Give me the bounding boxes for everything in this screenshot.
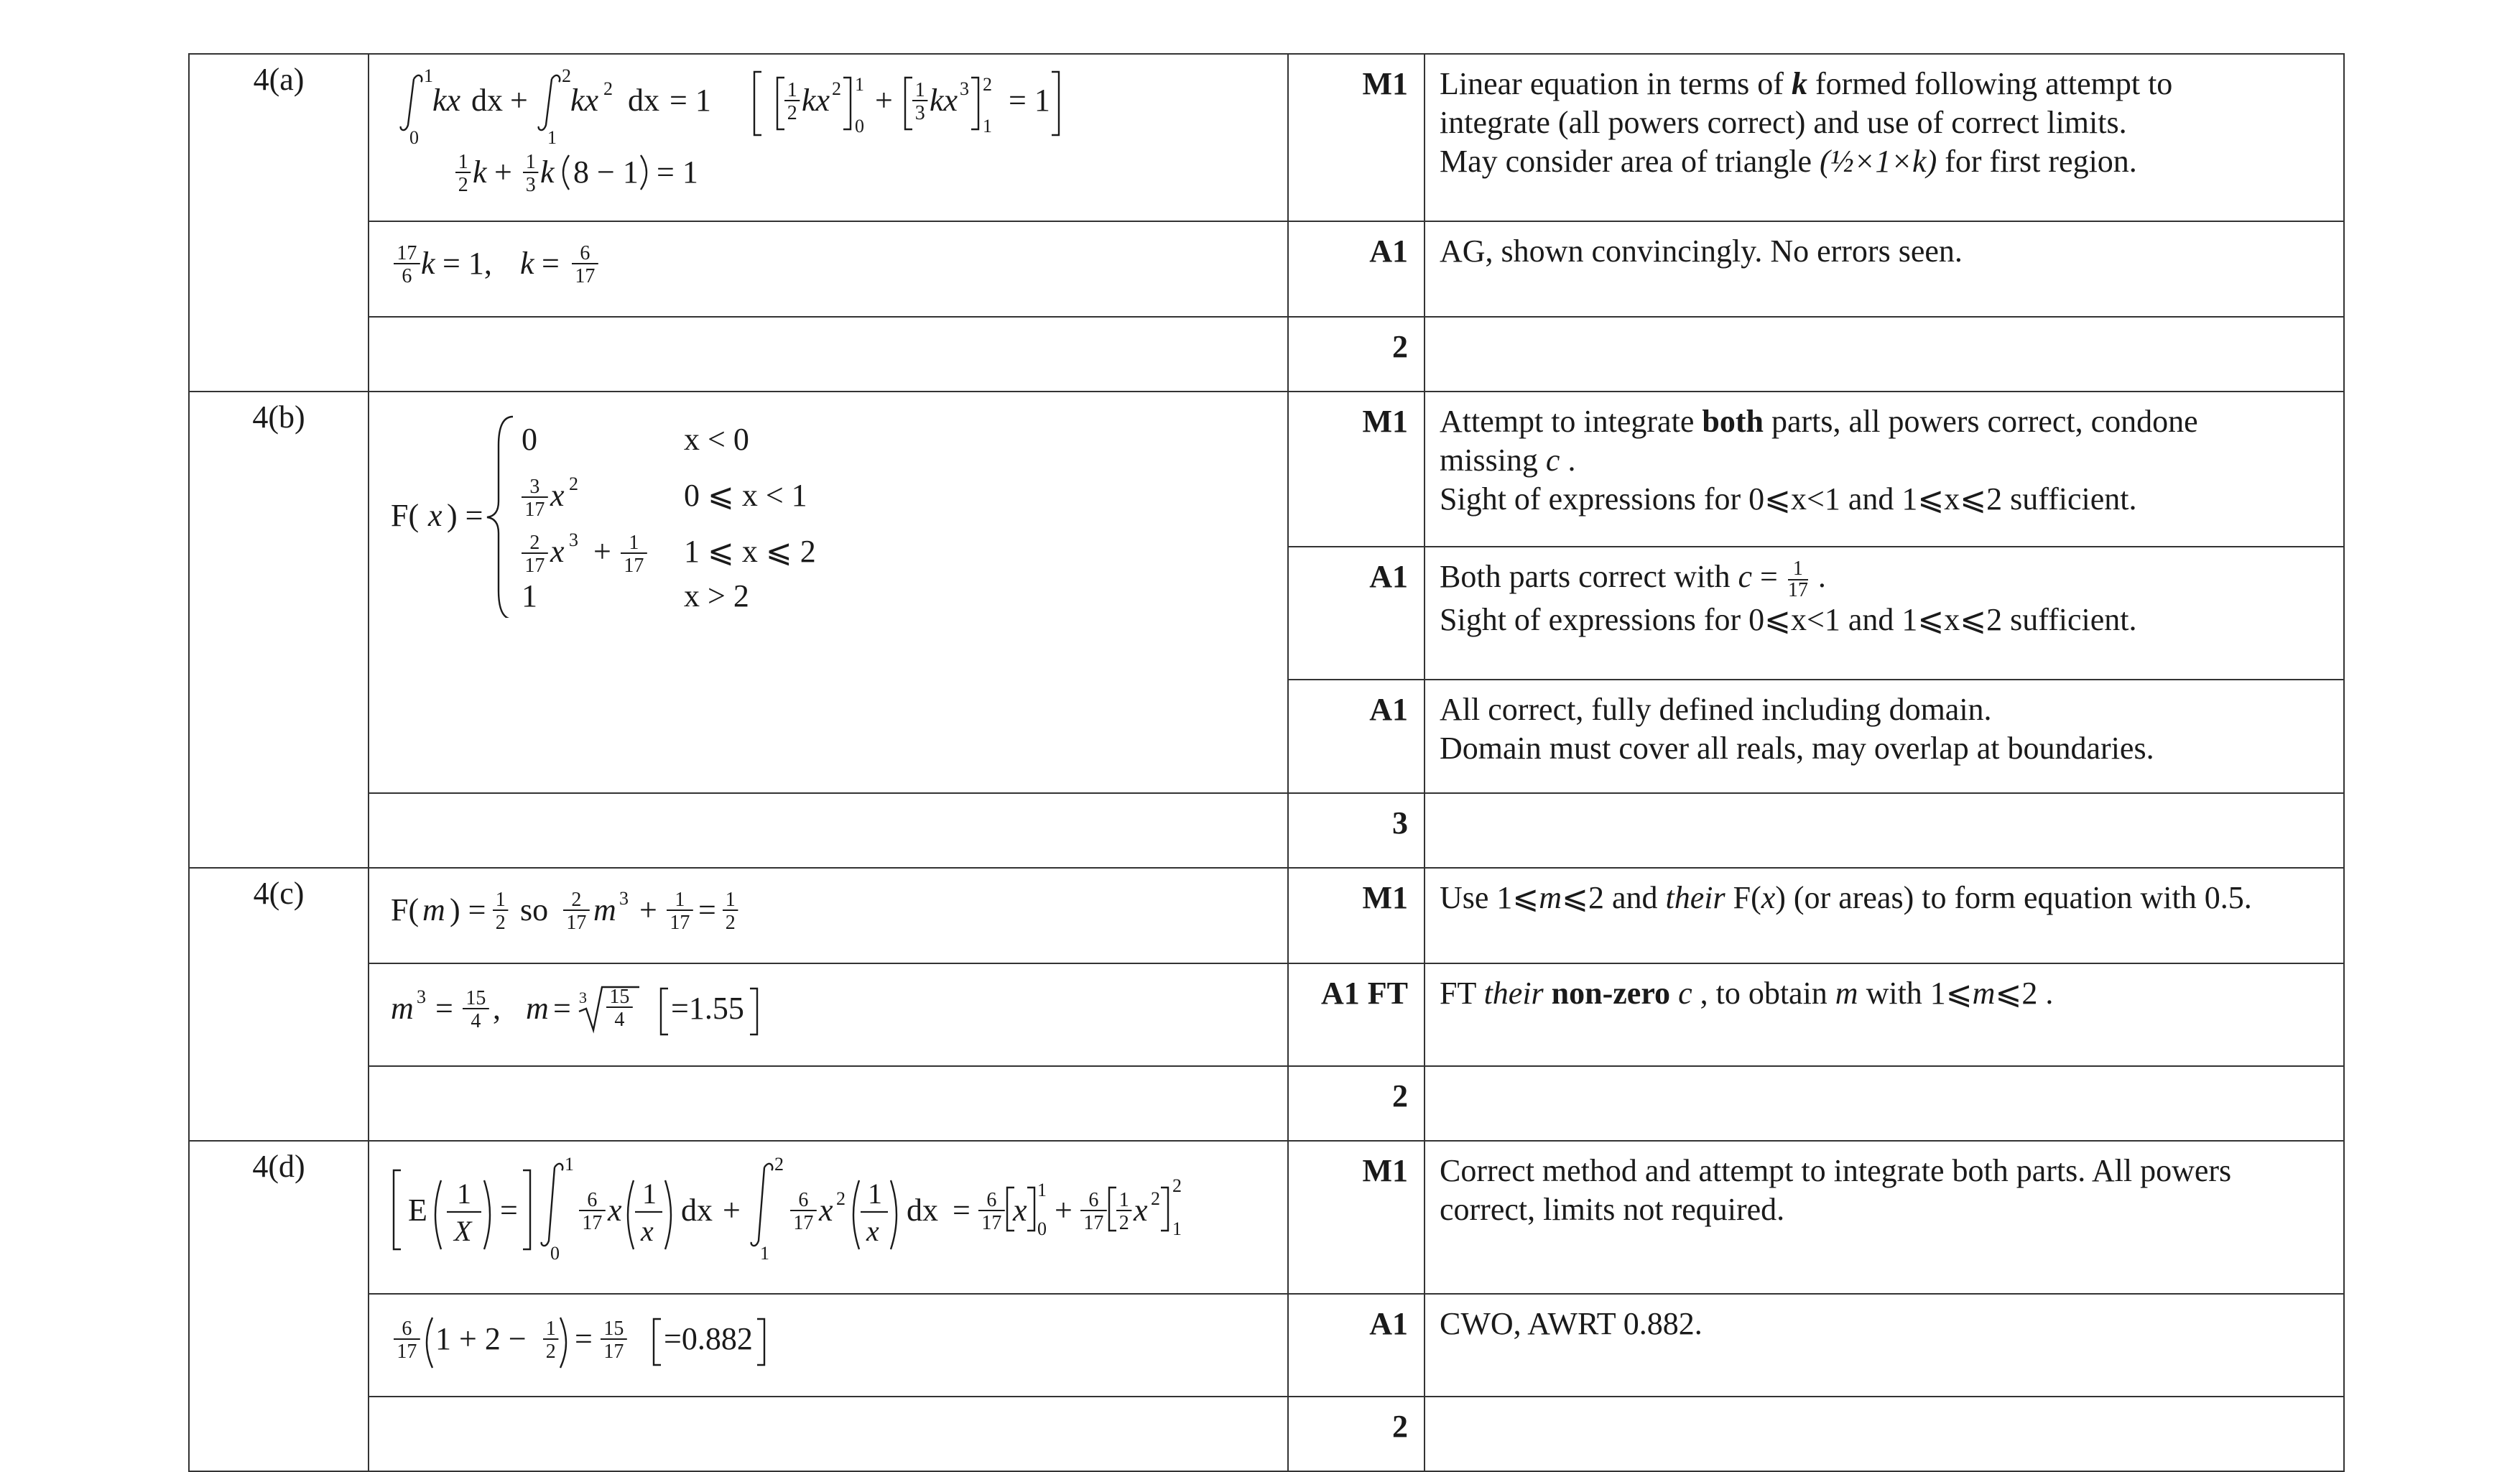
guidance-text: Sight of expressions for 0⩽x<1 and 1⩽x⩽2 sufficient. (1440, 601, 2137, 637)
math-glyph: + (593, 534, 611, 569)
answer-4a-1 (391, 65, 1238, 201)
guidance-text: for first region. (1937, 144, 2137, 179)
fraction-denominator: 3 (525, 174, 536, 196)
mark-cell: M1 (1288, 392, 1425, 547)
guidance-cell (1425, 1294, 2344, 1397)
fraction-numerator: 6 (986, 1189, 997, 1211)
integral-sign (401, 75, 422, 130)
math-glyph: 2 (836, 1188, 846, 1209)
fraction-denominator: 17 (582, 1212, 603, 1234)
bracket (661, 989, 668, 1034)
table-row (189, 54, 2344, 221)
fraction-numerator: 1 (545, 1318, 556, 1340)
fraction-numerator: 2 (529, 532, 540, 554)
table-row (189, 1294, 2344, 1397)
guidance-cell (1425, 1397, 2344, 1471)
guidance-text: m (1539, 880, 1562, 915)
guidance-text: = (1751, 559, 1786, 594)
guidance-text: CWO, AWRT 0.882. (1440, 1306, 1703, 1341)
question-label: 4(c) (189, 868, 369, 1141)
guidance-text: Correct method and attempt to integrate both parts. All powers (1440, 1153, 2232, 1188)
integral-upper-limit: 2 (774, 1154, 784, 1175)
answer-cell (369, 317, 1288, 392)
piecewise-brace (487, 417, 513, 618)
fraction-denominator: 17 (603, 1341, 624, 1363)
fraction-denominator: 17 (397, 1341, 417, 1363)
mark-cell: A1 FT (1288, 963, 1425, 1066)
answer-cell (369, 963, 1288, 1066)
fraction-numerator: 1 (458, 151, 468, 173)
table-row (189, 1141, 2344, 1294)
bracket (654, 1319, 661, 1365)
math-glyph: k (473, 154, 487, 190)
parenthesis (435, 1180, 441, 1249)
math-glyph: + (494, 154, 512, 190)
inline-fraction (1788, 559, 1808, 601)
guidance-text: May consider area of triangle (1440, 144, 1820, 179)
answer-4a-2 (391, 232, 822, 297)
table-row (189, 963, 2344, 1066)
mark-cell: M1 (1288, 54, 1425, 221)
fraction-denominator: 2 (458, 174, 468, 196)
math-glyph: dx (907, 1193, 938, 1228)
parenthesis (484, 1180, 490, 1249)
fraction-denominator: 2 (725, 912, 736, 934)
math-glyph: = (953, 1193, 971, 1228)
answer-cell (369, 1294, 1288, 1397)
fraction-denominator: 3 (914, 102, 925, 124)
integral-upper-limit: 1 (424, 65, 433, 86)
integral-upper-limit: 2 (562, 65, 571, 86)
guidance-cell (1425, 1141, 2344, 1294)
guidance-text: Linear equation in terms of (1440, 66, 1792, 101)
math-glyph: ) = (450, 892, 486, 927)
guidance-text: Sight of expressions for 0⩽x<1 and 1⩽x⩽2 sufficient. (1440, 481, 2137, 517)
math-glyph: dx (681, 1193, 713, 1228)
mark-cell: 3 (1288, 793, 1425, 868)
table-row (189, 868, 2344, 963)
fraction-denominator: 2 (495, 912, 506, 934)
answer-cell (369, 221, 1288, 317)
guidance-text: correct, limits not required. (1440, 1192, 1785, 1227)
math-glyph: = 1 (1009, 83, 1050, 118)
math-glyph: 3 (417, 986, 426, 1007)
math-glyph: m (391, 991, 414, 1026)
guidance-cell (1425, 868, 2344, 963)
guidance-text: missing (1440, 443, 1546, 478)
math-glyph: 2 (1151, 1188, 1160, 1209)
fraction-numerator: 17 (397, 242, 417, 264)
guidance-text: their (1483, 976, 1544, 1011)
guidance-text: m (1972, 976, 1996, 1011)
math-glyph: 8 − 1 (573, 154, 639, 190)
parenthesis (563, 155, 569, 190)
math-glyph: 1 (983, 116, 992, 136)
math-glyph: X (454, 1215, 472, 1247)
math-glyph: 3 (960, 78, 969, 99)
math-glyph: 2 (832, 78, 841, 99)
fraction-numerator: 1 (725, 889, 736, 911)
mark-cell: 2 (1288, 1066, 1425, 1141)
answer-cell (369, 1397, 1288, 1471)
fraction-numerator: 2 (571, 889, 582, 911)
math-glyph: =0.882 (664, 1321, 753, 1356)
bracket (905, 78, 912, 129)
math-glyph: dx (471, 83, 503, 118)
answer-cell (369, 392, 1288, 793)
guidance-cell (1425, 793, 2344, 868)
math-glyph: = (698, 892, 716, 927)
fraction-denominator: 17 (1787, 578, 1808, 601)
question-label: 4(d) (189, 1141, 369, 1471)
fraction-denominator: 4 (471, 1010, 481, 1032)
mark-cell: 2 (1288, 317, 1425, 392)
case-expression: 0 (522, 422, 537, 457)
fraction-denominator: 17 (524, 555, 545, 577)
mark-cell: M1 (1288, 868, 1425, 963)
fraction-numerator: 1 (1118, 1189, 1129, 1211)
answer-4b-1 (391, 402, 1037, 618)
bracket (1027, 1188, 1034, 1231)
guidance-text: their (1665, 880, 1725, 915)
math-glyph: F( (391, 892, 420, 927)
fraction-numerator: 15 (603, 1318, 624, 1340)
math-glyph: + (1055, 1193, 1073, 1228)
math-glyph: = 1 (670, 83, 711, 118)
math-glyph: 3 (619, 888, 629, 909)
math-glyph: + (510, 83, 528, 118)
parenthesis (641, 155, 647, 190)
math-glyph: ) = (447, 498, 483, 533)
fraction-denominator: 2 (787, 102, 797, 124)
fraction-denominator: 17 (566, 912, 587, 934)
math-glyph: = (553, 991, 571, 1026)
integral-lower-limit: 0 (550, 1243, 560, 1264)
math-glyph: kx (570, 83, 599, 118)
fraction-denominator: 17 (1083, 1212, 1104, 1234)
math-glyph: = (435, 991, 453, 1026)
fraction-denominator: 2 (1118, 1212, 1129, 1234)
bracket (757, 1319, 764, 1365)
fraction-denominator: 17 (524, 499, 545, 521)
fraction-numerator: 6 (402, 1318, 412, 1340)
fraction-numerator: 1 (787, 79, 797, 101)
guidance-text: . (1560, 443, 1576, 478)
mark-cell: A1 (1288, 1294, 1425, 1397)
guidance-text: . (1810, 559, 1826, 594)
guidance-text: ) (or areas) to form equation with 0.5. (1775, 880, 2252, 915)
fraction-numerator: 15 (465, 987, 486, 1009)
math-glyph: x (608, 1193, 622, 1228)
math-glyph: 2 (1172, 1175, 1182, 1196)
mark-cell: M1 (1288, 1141, 1425, 1294)
table-row (189, 1066, 2344, 1141)
guidance-cell (1425, 221, 2344, 317)
guidance-text: m (1835, 976, 1858, 1011)
outer-bracket-right (1052, 72, 1059, 135)
guidance-cell (1425, 680, 2344, 793)
guidance-cell (1425, 54, 2344, 221)
fraction-numerator: 3 (529, 476, 540, 498)
math-glyph: + (723, 1193, 741, 1228)
answer-cell (369, 793, 1288, 868)
math-glyph: + (875, 83, 893, 118)
math-glyph: kx (930, 83, 958, 118)
fraction-numerator: 1 (914, 79, 925, 101)
math-glyph: x (550, 534, 565, 569)
fraction-numerator: 1 (495, 889, 506, 911)
table-row (189, 793, 2344, 868)
guidance-text: parts, all powers correct, condone (1763, 404, 2198, 439)
guidance-text: All correct, fully defined including domain. (1440, 692, 1992, 727)
integral-sign (542, 1164, 563, 1246)
math-glyph: m (593, 892, 616, 927)
guidance-text (1670, 976, 1678, 1011)
bracket (1109, 1188, 1116, 1231)
math-glyph: 3 (569, 529, 578, 550)
math-glyph: dx (628, 83, 659, 118)
guidance-text: integrate (all powers correct) and use of correct limits. (1440, 105, 2127, 140)
guidance-text: non-zero (1551, 976, 1671, 1011)
guidance-text: formed following attempt to (1807, 66, 2173, 101)
table-row (189, 1397, 2344, 1471)
math-glyph: so (520, 892, 549, 927)
math-glyph: x (1013, 1193, 1027, 1228)
fraction-denominator: 17 (624, 555, 644, 577)
guidance-cell (1425, 963, 2344, 1066)
integral-lower-limit: 1 (547, 127, 557, 148)
math-glyph: kx (802, 83, 830, 118)
math-glyph: kx (432, 83, 461, 118)
math-glyph: E (408, 1193, 427, 1228)
math-glyph: = 1, (443, 246, 492, 281)
guidance-text: FT (1440, 976, 1484, 1011)
guidance-text: both (1702, 404, 1764, 439)
math-glyph: m (422, 892, 445, 927)
guidance-text: AG, shown convincingly. No errors seen. (1440, 233, 1963, 269)
integral-upper-limit: 1 (565, 1154, 574, 1175)
fraction-denominator: 17 (981, 1212, 1002, 1234)
cdf-label: F( (391, 498, 420, 533)
guidance-text: Domain must cover all reals, may overlap at boundaries. (1440, 731, 2154, 766)
guidance-text: c (1545, 443, 1560, 478)
integral-sign (539, 75, 560, 130)
fraction-numerator: 15 (609, 986, 630, 1008)
fraction-denominator: 17 (575, 265, 596, 287)
fraction-numerator: 1 (525, 151, 536, 173)
fraction-numerator: 6 (1088, 1189, 1099, 1211)
math-glyph: 3 (579, 989, 587, 1006)
guidance-text: c (1738, 559, 1752, 594)
math-glyph: k (520, 246, 534, 281)
guidance-text: with 1⩽ (1858, 976, 1973, 1011)
outer-bracket-left (754, 72, 761, 135)
math-glyph: x (550, 478, 565, 513)
guidance-cell (1425, 547, 2344, 680)
guidance-text: Both parts correct with (1440, 559, 1738, 594)
math-glyph: = (575, 1321, 593, 1356)
math-glyph: x (428, 498, 443, 533)
mark-cell: A1 (1288, 221, 1425, 317)
guidance-text: ⩽2 and (1562, 880, 1666, 915)
question-label: 4(a) (189, 54, 369, 392)
guidance-cell (1425, 1066, 2344, 1141)
parenthesis (628, 1180, 634, 1249)
fraction-numerator: 6 (798, 1189, 809, 1211)
fraction-denominator: 2 (545, 1341, 556, 1363)
integral-lower-limit: 1 (760, 1243, 769, 1264)
fraction-denominator: 17 (793, 1212, 814, 1234)
bracket (971, 78, 978, 129)
parenthesis (427, 1318, 432, 1368)
math-glyph: k (421, 246, 435, 281)
mark-cell: A1 (1288, 547, 1425, 680)
bracket (394, 1170, 401, 1249)
math-glyph: , (493, 991, 501, 1026)
math-glyph: x (866, 1215, 879, 1247)
math-glyph: 1 (457, 1177, 471, 1210)
bracket (750, 989, 757, 1034)
answer-4c-1 (391, 879, 965, 943)
fraction-denominator: 4 (614, 1009, 625, 1031)
guidance-text (1544, 976, 1552, 1011)
bracket (777, 78, 784, 129)
math-glyph: m (526, 991, 549, 1026)
fraction-numerator: 1 (675, 889, 685, 911)
question-label: 4(b) (189, 392, 369, 868)
case-condition: x < 0 (684, 422, 749, 457)
guidance-cell (1425, 317, 2344, 392)
table-row (189, 392, 2344, 547)
answer-cell (369, 1141, 1288, 1294)
guidance-math: (½×1×k) (1820, 144, 1937, 179)
fraction-numerator: 1 (629, 532, 639, 554)
guidance-text: Use 1⩽ (1440, 880, 1539, 915)
answer-cell (369, 54, 1288, 221)
fraction-numerator: 6 (587, 1189, 598, 1211)
guidance-text: , to obtain (1692, 976, 1835, 1011)
math-glyph: x (1134, 1193, 1148, 1228)
bracket (1161, 1188, 1168, 1231)
guidance-text: c (1678, 976, 1692, 1011)
math-glyph: 1 (855, 74, 864, 95)
guidance-text: ⩽2 . (1995, 976, 2054, 1011)
case-expression: 1 (522, 578, 537, 614)
mark-cell: 2 (1288, 1397, 1425, 1471)
case-condition: 0 ⩽ x < 1 (684, 478, 807, 513)
guidance-cell (1425, 392, 2344, 547)
math-glyph: 1 (1037, 1180, 1047, 1200)
answer-cell (369, 868, 1288, 963)
math-glyph: 0 (855, 116, 864, 136)
parenthesis (891, 1180, 897, 1249)
parenthesis (560, 1318, 566, 1368)
bracket (523, 1170, 530, 1249)
math-glyph: + (639, 892, 657, 927)
math-glyph: k (540, 154, 555, 190)
mark-cell: A1 (1288, 680, 1425, 793)
math-glyph: x (819, 1193, 833, 1228)
bracket (843, 78, 851, 129)
table-row (189, 317, 2344, 392)
math-glyph: 2 (983, 74, 992, 95)
answer-4d-1 (391, 1152, 1253, 1274)
table-row (189, 221, 2344, 317)
guidance-text: Attempt to integrate (1440, 404, 1703, 439)
math-glyph: 1 (642, 1177, 657, 1210)
math-glyph: x (641, 1215, 654, 1247)
math-glyph: 1 + 2 − (435, 1321, 527, 1356)
integral-lower-limit: 0 (409, 127, 419, 148)
fraction-denominator: 17 (670, 912, 690, 934)
math-glyph: 0 (1037, 1218, 1047, 1239)
fraction-denominator: 6 (402, 265, 412, 287)
mark-scheme-body (189, 54, 2344, 1471)
parenthesis (853, 1180, 859, 1249)
math-glyph: =1.55 (671, 991, 744, 1026)
answer-4c-2 (391, 974, 965, 1046)
math-glyph: = 1 (657, 154, 698, 190)
math-glyph: = (500, 1193, 518, 1228)
case-condition: 1 ⩽ x ⩽ 2 (684, 534, 816, 569)
guidance-text: F( (1725, 880, 1761, 915)
math-glyph: 2 (603, 78, 613, 99)
case-condition: x > 2 (684, 578, 749, 614)
fraction-numerator: 1 (1788, 559, 1808, 580)
answer-cell (369, 1066, 1288, 1141)
answer-4d-2 (391, 1305, 894, 1376)
mark-scheme-table (188, 53, 2345, 1472)
integral-sign (751, 1164, 773, 1246)
guidance-text: k (1791, 66, 1807, 101)
guidance-text: x (1761, 880, 1776, 915)
math-glyph: 1 (868, 1177, 882, 1210)
fraction-numerator: 6 (580, 242, 590, 264)
math-glyph: 2 (569, 473, 578, 494)
math-glyph: = (542, 246, 560, 281)
math-glyph: 1 (1172, 1218, 1182, 1239)
parenthesis (665, 1180, 671, 1249)
